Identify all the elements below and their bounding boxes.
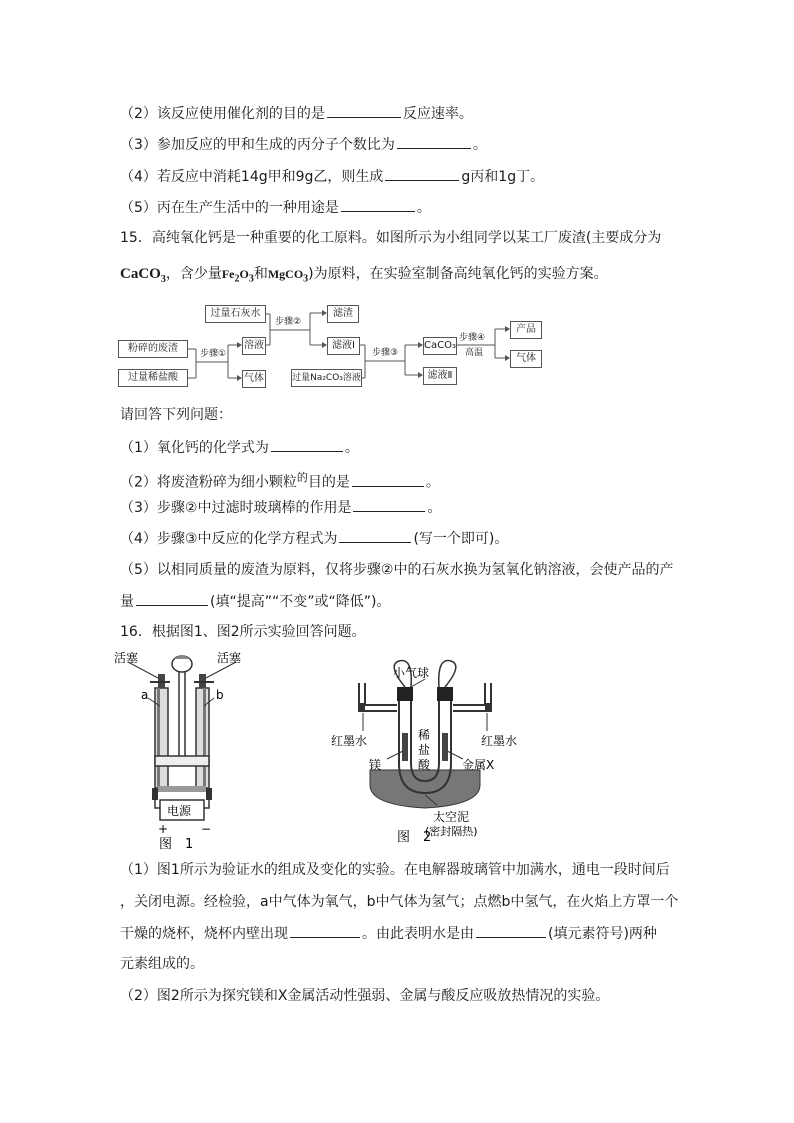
flow-step2-label: 步骤②: [275, 317, 302, 327]
fig2-acid-label-3: 酸: [418, 758, 431, 772]
q14-part4-suffix: g丙和1g丁。: [461, 169, 545, 185]
q15-stem-line1: 15．高纯氧化钙是一种重要的化工原料。如图所示为小组同学以某工厂废渣(主要成分为: [120, 230, 662, 246]
fig2-mg-label: 镁: [369, 758, 382, 772]
fig2-sealed-label: (密封隔热): [425, 825, 478, 838]
q16-part1-line1: （1）图1所示为验证水的组成及变化的实验。在电解器玻璃管中加满水，通电一段时间后: [120, 862, 670, 878]
q14-part4-text: （4）若反应中消耗14g甲和9g乙，则生成: [120, 169, 384, 185]
q14-part2-suffix: 反应速率。: [402, 106, 473, 122]
fig2-ink-left-label: 红墨水: [331, 734, 368, 748]
fig2-mud-label: 太空泥: [433, 810, 470, 824]
answer-blank[interactable]: [341, 197, 415, 212]
q15-part3-suffix: 。: [427, 500, 442, 516]
q14-part2: [120, 103, 473, 124]
flow-box-gas2: 气体: [510, 350, 542, 368]
q15-part5-line1: （5）以相同质量的废渣为原料，仅将步骤②中的石灰水换为氢氧化钠溶液，会使产品的产: [120, 562, 674, 578]
answer-blank[interactable]: [271, 437, 343, 452]
fig1-plus-label: +: [158, 822, 169, 836]
fig1-valve-left-label: 活塞: [114, 651, 139, 665]
q14-part5-suffix: 。: [416, 200, 431, 216]
q15-prompt: 请回答下列问题：: [120, 407, 232, 423]
flow-box-product: 产品: [510, 321, 542, 339]
q16-part1-suffix: (填元素符号)两种: [548, 926, 657, 942]
flow-box-filtrate1: 滤液Ⅰ: [327, 337, 360, 355]
q15-part5-suffix: (填“提高”“不变”或“降低”)。: [210, 594, 391, 610]
fig2-acid-label-1: 稀: [418, 728, 431, 742]
q15-part2-text: （2）将废渣粉碎为细小颗粒: [120, 474, 297, 491]
flow-box-gas1: 气体: [242, 370, 266, 388]
q16-part1-text-2: 。由此表明水是由: [362, 926, 474, 942]
q16-part1-text: 干燥的烧杯，烧杯内壁出现: [120, 926, 288, 942]
q16-part1-line4: 元素组成的。: [120, 956, 204, 972]
q15-and: 和: [253, 266, 268, 282]
q14-part3-suffix: 。: [472, 137, 487, 153]
q15-stem-text-2: )为原料，在实验室制备高纯氧化钙的实验方案。: [308, 266, 608, 282]
q14-part3-text: （3）参加反应的甲和生成的丙分子个数比为: [120, 137, 395, 153]
flow-step1-label: 步骤①: [200, 349, 227, 359]
q16-part1-line2: ，关闭电源。经检验，a中气体为氧气，b中气体为氢气；点燃b中氢气，在火焰上方罩一个: [120, 894, 679, 910]
q15-part2-suffix: 。: [425, 474, 440, 491]
q15-part1: [120, 437, 359, 458]
fig1-tube-a-label: a: [141, 688, 149, 702]
q15-part3: [120, 497, 441, 518]
q15-part4-text: （4）步骤③中反应的化学方程式为: [120, 531, 338, 547]
answer-blank[interactable]: [353, 497, 425, 512]
q14-part4: [120, 166, 544, 187]
answer-blank[interactable]: [476, 923, 546, 938]
q14-part3: [120, 134, 487, 155]
formula-mgco3: MgCO$_3$: [267, 267, 309, 285]
q15-stem-text: ，含少量: [165, 266, 222, 282]
flow-step3-label: 步骤③: [372, 348, 399, 358]
q15-part1-text: （1）氧化钙的化学式为: [120, 440, 269, 456]
q15-stem-line2: [120, 264, 608, 290]
fig2-balloon-label: 小气球: [393, 666, 430, 680]
q16-part2: （2）图2所示为探究镁和X金属活动性强弱、金属与酸反应吸放热情况的实验。: [120, 988, 610, 1004]
answer-blank[interactable]: [290, 923, 360, 938]
q15-part4-suffix: (写一个即可)。: [413, 531, 509, 547]
answer-blank[interactable]: [136, 591, 208, 606]
figure-1-electrolyzer: [110, 650, 250, 850]
flow-step4-label: 步骤④: [459, 333, 486, 343]
flow-box-acid: 过量稀盐酸: [118, 369, 188, 387]
flow-box-solution: 溶液: [242, 337, 266, 355]
flow-box-filtrate2: 滤液Ⅱ: [423, 367, 457, 385]
q15-part2-text-2: 目的是: [307, 474, 350, 491]
fig1-power-label: 电源: [167, 804, 192, 818]
q15-part1-suffix: 。: [344, 440, 359, 456]
flow-box-lime: 过量石灰水: [205, 305, 266, 323]
fig2-caption: 图 2: [397, 830, 432, 845]
answer-blank[interactable]: [397, 134, 471, 149]
fig2-metal-x-label: 金属X: [462, 758, 495, 772]
answer-blank[interactable]: [352, 472, 424, 487]
fig1-caption: 图 1: [159, 837, 194, 850]
fig1-valve-right-label: 活塞: [217, 651, 242, 665]
q15-part2-sup: 的: [296, 471, 308, 484]
figure-2-u-tube: [325, 655, 535, 845]
fig2-ink-right-label: 红墨水: [481, 734, 518, 748]
formula-caco3: CaCO$_3$: [120, 266, 166, 285]
q15-part3-text: （3）步骤②中过滤时玻璃棒的作用是: [120, 500, 352, 516]
fig1-minus-label: −: [201, 822, 212, 836]
fig1-tube-b-label: b: [216, 688, 224, 702]
q15-part2: [120, 468, 440, 493]
flow-box-residue: 滤渣: [327, 305, 359, 323]
answer-blank[interactable]: [385, 166, 459, 181]
answer-blank[interactable]: [339, 528, 411, 543]
q16-stem: 16．根据图1、图2所示实验回答问题。: [120, 624, 366, 640]
q16-part1-line3: [120, 923, 657, 944]
q14-part5: [120, 197, 431, 218]
flow-high-temp-label: 高温: [465, 348, 484, 358]
flow-box-caco3: CaCO₃: [423, 337, 457, 355]
formula-fe2o3: $Fe_2O_3$: [221, 267, 254, 285]
q15-part5-line2: [120, 591, 390, 612]
q14-part2-text: （2）该反应使用催化剂的目的是: [120, 106, 325, 122]
q15-part5-text: 量: [120, 594, 134, 610]
q14-part5-text: （5）丙在生产生活中的一种用途是: [120, 200, 339, 216]
flow-box-waste: 粉碎的废渣: [118, 340, 188, 358]
flow-box-na2co3: 过量Na₂CO₃溶液: [291, 369, 362, 387]
answer-blank[interactable]: [327, 103, 401, 118]
q15-part4: [120, 528, 508, 549]
fig2-acid-label-2: 盐: [418, 743, 431, 757]
